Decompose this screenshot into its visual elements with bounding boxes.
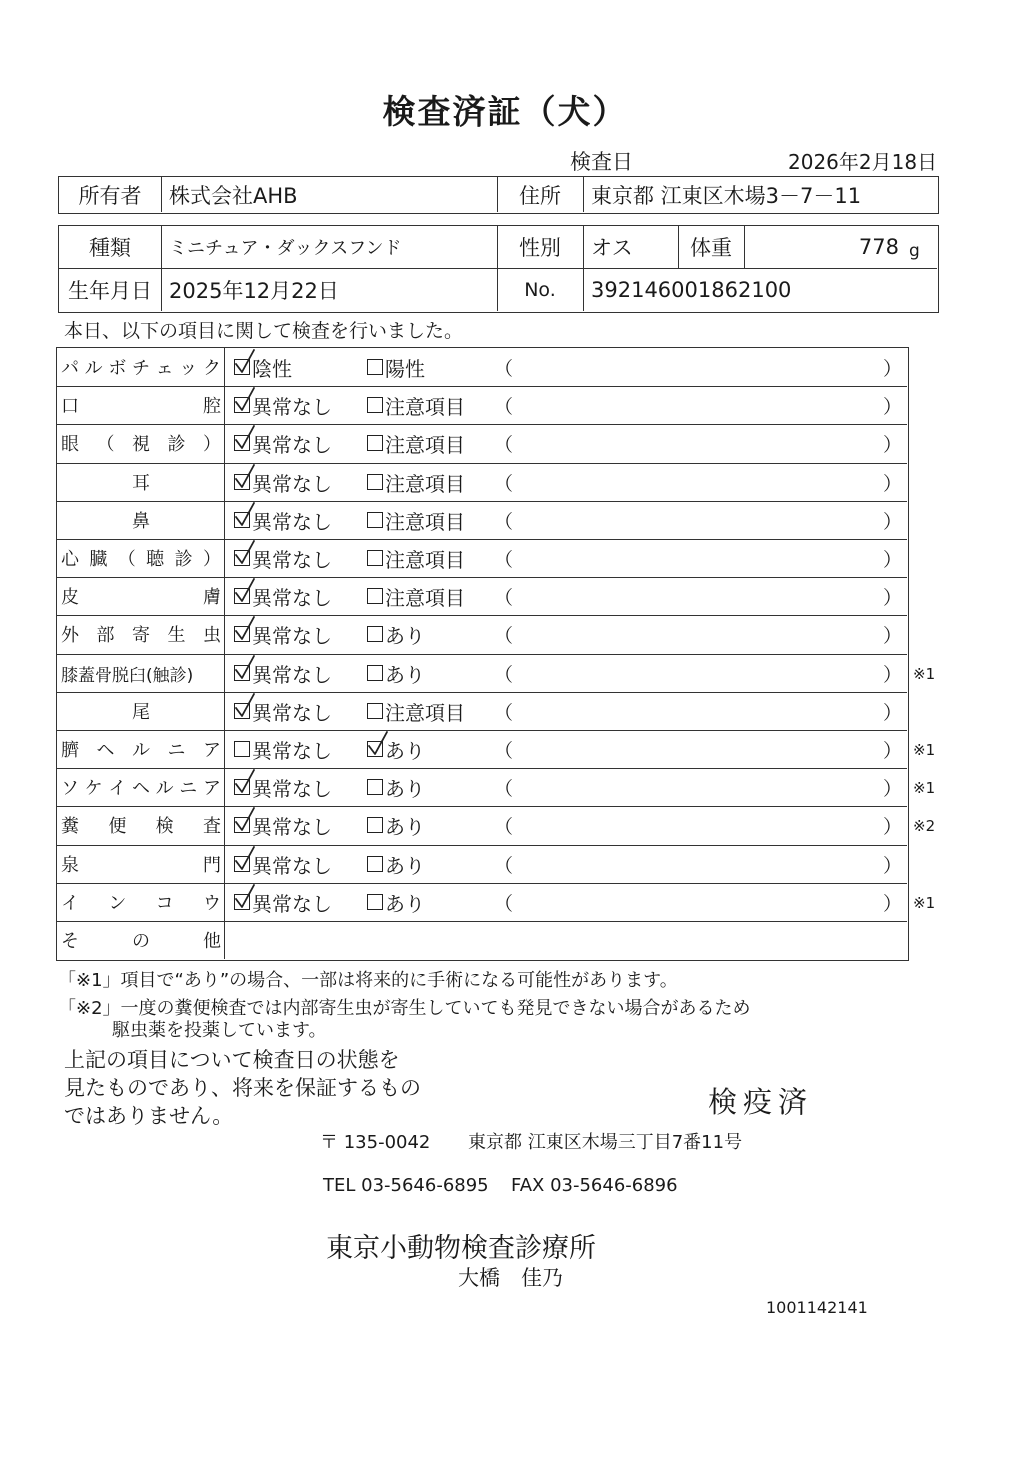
paren-open: （ [494,472,514,495]
paren-open: （ [494,777,514,800]
table-row [57,883,907,921]
owner-value: 株式会社AHB [169,183,298,208]
option-label: 異常なし [252,738,332,763]
paren-open: （ [494,892,514,915]
clinic-name: 東京小動物検査診療所 [326,1233,596,1264]
empty-box-icon [367,703,383,719]
item-label: 心 臓 （ 聴 診 ） [61,549,221,570]
option-label: 異常なし [252,700,332,725]
checked-box-icon [234,588,250,604]
empty-box-icon [367,397,383,413]
paren-close: ） [883,586,903,609]
weight-unit: g [909,241,920,261]
option-label: 異常なし [252,509,332,534]
option-label: あり [385,738,425,763]
option-normal-checkbox[interactable] [234,768,332,806]
paren-close: ） [883,624,903,647]
option-label: あり [385,853,425,878]
paren-close: ） [883,739,903,762]
table-row [57,615,907,653]
option-normal-checkbox[interactable] [234,539,332,577]
item-label: 臍 ヘ ル ニ ア [61,740,221,761]
birth-label: 生年月日 [68,279,152,303]
option-label: 注意項目 [385,394,465,419]
checked-box-icon [234,894,250,910]
table-row [57,424,907,462]
checked-box-icon [234,665,250,681]
option-label: あり [385,623,425,648]
option-normal-checkbox[interactable] [234,654,332,692]
disclaimer [64,1046,421,1130]
clinic-fax: FAX 03-5646-6896 [511,1175,678,1196]
paren-close: ） [883,433,903,456]
option-label: 注意項目 [385,585,465,610]
exam-date-value: 2026年2月18日 [788,150,938,174]
breed-label: 種類 [89,236,131,260]
footnote-2-line1: 「※2」一度の糞便検査では内部寄生虫が寄生していても発見できない場合があるため [58,998,751,1019]
checked-box-icon [234,474,250,490]
item-label: 糞 便 検 査 [61,816,221,837]
paren-open: （ [494,395,514,418]
option-abnormal-checkbox[interactable] [367,501,465,539]
option-normal-checkbox[interactable] [234,348,292,386]
owner-box [58,176,939,214]
paren-close: ） [883,357,903,380]
item-label: 皮 膚 [61,587,221,608]
table-row [57,386,907,424]
checked-box-icon [234,397,250,413]
empty-box-icon [367,779,383,795]
table-row [57,730,907,768]
table-row [57,463,907,501]
option-label: あり [385,891,425,916]
option-normal-checkbox[interactable] [234,883,332,921]
disclaimer-line: ではありません。 [64,1104,234,1128]
table-row [57,577,907,615]
owner-label: 所有者 [78,183,142,208]
item-label: そ の 他 [61,931,221,952]
option-abnormal-checkbox[interactable] [367,615,425,653]
paren-close: ） [883,548,903,571]
empty-box-icon [234,741,250,757]
table-row [57,806,907,844]
option-label: 異常なし [252,432,332,457]
option-abnormal-checkbox[interactable] [367,845,425,883]
table-row [57,921,907,959]
item-label: 尾 [132,702,150,723]
checked-box-icon [234,550,250,566]
option-abnormal-checkbox[interactable] [367,539,465,577]
option-abnormal-checkbox[interactable] [367,654,425,692]
option-label: 異常なし [252,776,332,801]
table-row [57,539,907,577]
paren-close: ） [883,510,903,533]
option-normal-checkbox[interactable] [234,692,332,730]
option-label: 注意項目 [385,471,465,496]
checked-box-icon [367,741,383,757]
empty-box-icon [367,550,383,566]
option-abnormal-checkbox[interactable] [367,463,465,501]
document-number: 1001142141 [766,1298,868,1317]
paren-open: （ [494,739,514,762]
footnote-2-line2: 駆虫薬を投薬しています。 [112,1020,327,1041]
table-row [57,501,907,539]
footnote-reference: ※1 [913,741,936,759]
checked-box-icon [234,817,250,833]
footnote-reference: ※1 [913,665,936,683]
checked-box-icon [234,779,250,795]
option-abnormal-checkbox[interactable] [367,806,425,844]
paren-open: （ [494,357,514,380]
empty-box-icon [367,435,383,451]
postal-code: 〒 135-0042 [320,1132,431,1153]
paren-open: （ [494,663,514,686]
animal-info-box [58,225,939,313]
item-label: イ ン コ ウ [61,893,221,914]
paren-open: （ [494,815,514,838]
item-label: 泉 門 [61,855,221,876]
paren-close: ） [883,395,903,418]
table-row [57,768,907,806]
checked-box-icon [234,856,250,872]
option-label: 陰性 [252,356,292,381]
item-label: 膝蓋骨脱臼(触診) [61,665,194,686]
birth-value: 2025年12月22日 [169,279,339,303]
intro-text: 本日、以下の項目に関して検査を行いました。 [64,320,464,342]
option-label: あり [385,814,425,839]
item-label: 外 部 寄 生 虫 [61,625,221,646]
weight-label: 体重 [690,236,732,260]
option-abnormal-checkbox[interactable] [367,386,465,424]
breed-value: ミニチュア・ダックスフンド [169,238,402,259]
option-label: 異常なし [252,471,332,496]
option-label: 注意項目 [385,432,465,457]
table-row [57,845,907,883]
number-value: 392146001862100 [591,278,792,302]
table-row [57,348,907,386]
checked-box-icon [234,512,250,528]
option-label: 異常なし [252,891,332,916]
item-label: 眼 （ 視 診 ） [61,434,221,455]
sex-label: 性別 [519,236,561,260]
paren-open: （ [494,624,514,647]
option-abnormal-checkbox[interactable] [367,424,465,462]
empty-box-icon [367,626,383,642]
option-normal-checkbox[interactable] [234,463,332,501]
inspection-table [56,347,909,961]
paren-close: ） [883,663,903,686]
footnote-reference: ※1 [913,894,936,912]
footnote-1: 「※1」項目で“あり”の場合、一部は将来的に手術になる可能性があります。 [58,970,678,991]
table-row [57,654,907,692]
paren-open: （ [494,548,514,571]
empty-box-icon [367,588,383,604]
option-label: 注意項目 [385,700,465,725]
paren-open: （ [494,510,514,533]
paren-open: （ [494,586,514,609]
option-label: 異常なし [252,814,332,839]
option-abnormal-checkbox[interactable] [367,883,425,921]
option-label: 注意項目 [385,509,465,534]
disclaimer-line: 見たものであり、将来を保証するもの [64,1076,421,1100]
empty-box-icon [367,474,383,490]
empty-box-icon [367,856,383,872]
option-normal-checkbox[interactable] [234,845,332,883]
sex-value: オス [591,236,633,260]
empty-box-icon [367,894,383,910]
paren-close: ） [883,472,903,495]
document-title: 検査済証（犬） [382,92,628,131]
item-label: 耳 [132,473,150,494]
weight-value: 778 [858,235,899,259]
paren-close: ） [883,815,903,838]
option-label: 異常なし [252,394,332,419]
option-normal-checkbox[interactable] [234,577,332,615]
option-normal-checkbox[interactable] [234,501,332,539]
number-label: No. [524,279,556,301]
option-label: あり [385,776,425,801]
paren-close: ） [883,701,903,724]
item-label: ソ ケ イ ヘ ル ニ ア [61,778,221,799]
checked-box-icon [234,435,250,451]
option-label: あり [385,662,425,687]
clinic-address: 東京都 江東区木場三丁目7番11号 [468,1132,743,1153]
option-normal-checkbox[interactable] [234,730,332,768]
paren-open: （ [494,701,514,724]
vet-name: 大橋 佳乃 [458,1266,563,1290]
item-label: パ ル ボ チ ェ ッ ク [61,358,221,379]
empty-box-icon [367,512,383,528]
footnote-reference: ※1 [913,779,936,797]
item-label: 口 腔 [61,396,221,417]
option-abnormal-checkbox[interactable] [367,577,465,615]
option-label: 異常なし [252,853,332,878]
option-normal-checkbox[interactable] [234,806,332,844]
option-label: 異常なし [252,662,332,687]
option-label: 陽性 [385,356,425,381]
option-label: 異常なし [252,585,332,610]
option-label: 異常なし [252,547,332,572]
paren-open: （ [494,433,514,456]
option-abnormal-checkbox[interactable] [367,692,465,730]
checked-box-icon [234,703,250,719]
address-value: 東京都 江東区木場3－7－11 [591,183,862,208]
checked-box-icon [234,359,250,375]
paren-close: ） [883,777,903,800]
option-label: 注意項目 [385,547,465,572]
option-normal-checkbox[interactable] [234,615,332,653]
empty-box-icon [367,665,383,681]
option-abnormal-checkbox[interactable] [367,348,425,386]
checked-box-icon [234,626,250,642]
option-normal-checkbox[interactable] [234,386,332,424]
item-label: 鼻 [132,511,150,532]
paren-close: ） [883,892,903,915]
quarantine-stamp: 検疫済 [708,1085,814,1119]
table-row [57,692,907,730]
option-abnormal-checkbox[interactable] [367,730,425,768]
option-abnormal-checkbox[interactable] [367,768,425,806]
option-normal-checkbox[interactable] [234,424,332,462]
footnote-reference: ※2 [913,817,936,835]
exam-date-label: 検査日 [570,150,633,174]
disclaimer-line: 上記の項目について検査日の状態を [64,1048,400,1072]
empty-box-icon [367,359,383,375]
paren-open: （ [494,854,514,877]
address-label: 住所 [519,183,561,208]
empty-box-icon [367,817,383,833]
paren-close: ） [883,854,903,877]
clinic-tel: TEL 03-5646-6895 [323,1175,489,1196]
option-label: 異常なし [252,623,332,648]
